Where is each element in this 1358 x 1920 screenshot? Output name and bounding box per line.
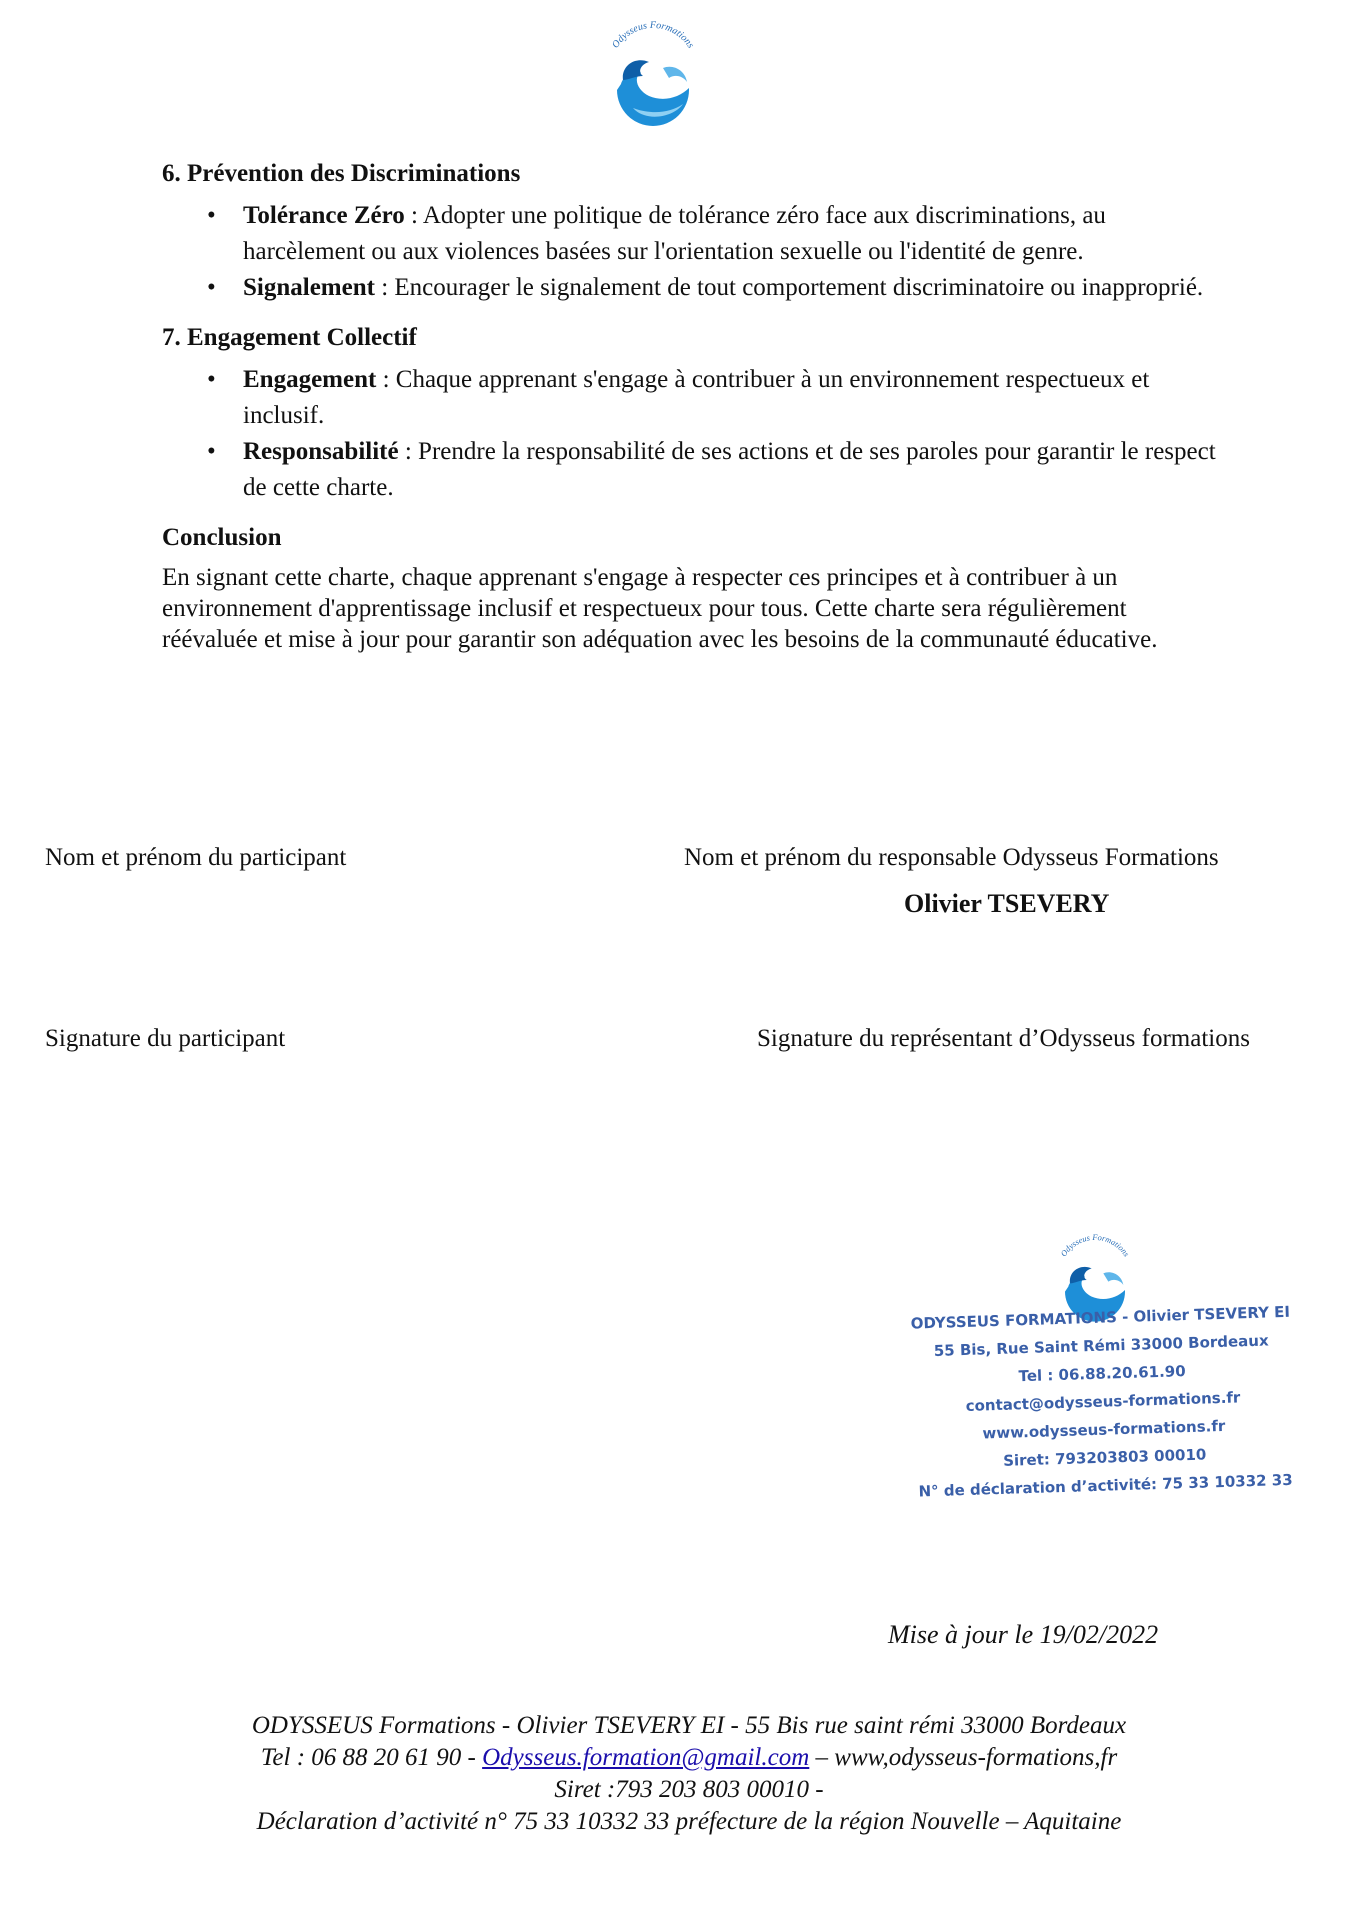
list-item-text: : Adopter une politique de tolérance zéro face aux discriminations, au harcèlement ou aux violences basées sur l'orientation sexuelle ou l'identité de genre. <box>243 202 1106 265</box>
conclusion-title: Conclusion <box>162 524 282 551</box>
svg-text:Odysseus Formations: Odysseus Formations <box>1059 1232 1132 1259</box>
footer-line: Siret :793 203 803 00010 - <box>554 1776 824 1803</box>
footer <box>160 1710 1218 1838</box>
list-item-term: Responsabilité <box>243 438 399 465</box>
stamp-line: Tel : 06.88.20.61.90 <box>1018 1362 1186 1386</box>
footer-contact-line <box>160 1742 1218 1774</box>
stamp-line: Siret: 793203803 00010 <box>1002 1445 1207 1470</box>
stamp-line: 55 Bis, Rue Saint Rémi 33000 Bordeaux <box>933 1331 1269 1360</box>
footer-line: ODYSSEUS Formations - Olivier TSEVERY EI - 55 Bis rue saint rémi 33000 Bordeaux <box>251 1712 1127 1739</box>
list-item-text: : Encourager le signalement de tout comportement discriminatoire ou inapproprié. <box>374 274 1204 301</box>
participant-name-label: Nom et prénom du participant <box>45 844 347 871</box>
stamp-line: N° de déclaration d’activité: 75 33 10332 33 <box>918 1470 1293 1501</box>
conclusion-text: En signant cette charte, chaque apprenant s'engage à respecter ces principes et à contribuer à un environnement d'apprentissage inclusif et respectueux pour tous. Cette charte sera régulièrement réévaluée et mise à jour pour garantir son adéquation avec les besoins de la communauté éducative. <box>162 564 1158 653</box>
list-item <box>243 362 1222 434</box>
list-item <box>243 270 1222 306</box>
stamp-line: ODYSSEUS FORMATIONS - Olivier TSEVERY EI <box>910 1302 1291 1333</box>
list-item-text: : Prendre la responsabilité de ses actions et de ses paroles pour garantir le respect de cette charte. <box>243 438 1216 501</box>
representative-signature-label: Signature du représentant d’Odysseus formations <box>757 1025 1250 1052</box>
responsible-name: Olivier TSEVERY <box>904 889 1110 918</box>
footer-phone: Tel : 06 88 20 61 90 - <box>260 1744 483 1771</box>
list-item-term: Signalement <box>243 274 375 301</box>
svg-text:Odysseus Formations: Odysseus Formations <box>610 19 696 51</box>
odysseus-logo <box>593 10 713 130</box>
list-item-text: : Chaque apprenant s'engage à contribuer à un environnement respectueux et inclusif. <box>243 366 1150 429</box>
update-note: Mise à jour le 19/02/2022 <box>888 1620 1159 1649</box>
section-title: 7. Engagement Collectif <box>162 324 417 351</box>
list-item <box>243 434 1222 506</box>
list-item <box>243 198 1222 270</box>
footer-line: Déclaration d’activité n° 75 33 10332 33 préfecture de la région Nouvelle – Aquitaine <box>256 1808 1122 1835</box>
stamp-line: contact@odysseus-formations.fr <box>965 1388 1241 1415</box>
list-item-term: Engagement <box>243 366 377 393</box>
bullet-list <box>162 198 1222 306</box>
responsible-name-label: Nom et prénom du responsable Odysseus Formations <box>684 844 1219 871</box>
charter-content <box>162 156 1222 655</box>
participant-signature-label: Signature du participant <box>45 1025 286 1052</box>
footer-email-link[interactable]: Odysseus.formation@gmail.com <box>482 1744 810 1771</box>
section-title: 6. Prévention des Discriminations <box>162 160 521 187</box>
stamp-line: www.odysseus-formations.fr <box>982 1416 1226 1443</box>
bullet-list <box>162 362 1222 506</box>
footer-website: – www,odysseus-formations,fr <box>809 1744 1118 1771</box>
company-stamp <box>900 1297 1306 1505</box>
list-item-term: Tolérance Zéro <box>243 202 405 229</box>
